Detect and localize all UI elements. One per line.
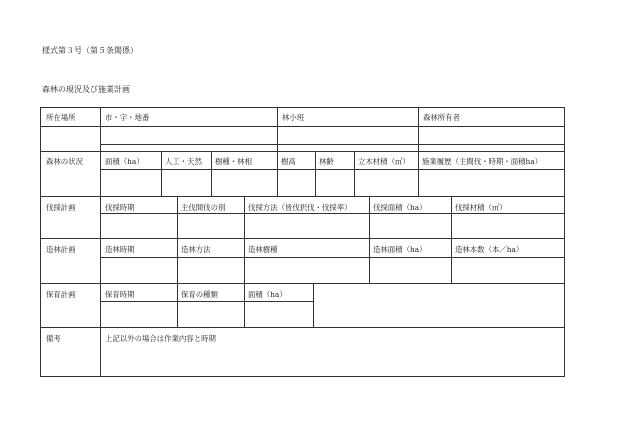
col-header-reforestation-method: 造林方法 bbox=[181, 245, 211, 254]
col-header-felling-method: 伐採方法（皆伐択伐・伐採率） bbox=[248, 203, 352, 212]
col-header-reforestation-species: 造林樹種 bbox=[248, 245, 278, 254]
row-label-forest-status: 森林の状況 bbox=[46, 157, 83, 166]
col-header-address: 市・字・地番 bbox=[105, 113, 150, 122]
col-header-forest-owner: 森林所有者 bbox=[423, 113, 460, 122]
col-header-felling-area: 伐採面積（ha） bbox=[373, 203, 427, 212]
col-header-area: 面積（ha） bbox=[105, 157, 144, 166]
col-header-felling-period: 伐採時期 bbox=[105, 203, 135, 212]
col-header-species: 樹種・林相 bbox=[215, 157, 252, 166]
row-label-felling-plan: 伐採計画 bbox=[46, 203, 76, 212]
col-header-tree-height: 樹高 bbox=[281, 157, 296, 166]
remarks-note: 上記以外の場合は作業内容と時期 bbox=[105, 334, 216, 343]
row-label-location: 所在場所 bbox=[46, 113, 76, 122]
col-header-planting-count: 造林本数（本／ha） bbox=[455, 245, 524, 254]
row-label-tending-plan: 保育計画 bbox=[46, 290, 76, 299]
col-header-tending-area: 面積（ha） bbox=[248, 290, 287, 299]
col-header-forest-age: 林齢 bbox=[319, 157, 334, 166]
forest-plan-form bbox=[40, 107, 565, 377]
col-header-felling-volume: 伐採材積（㎥） bbox=[455, 203, 507, 212]
col-header-reforestation-area: 造林面積（ha） bbox=[373, 245, 427, 254]
document-title: 森林の現況及び施業計画 bbox=[42, 85, 130, 94]
col-header-planted-natural: 人工・天然 bbox=[165, 157, 202, 166]
col-header-timber-volume: 立木材積（㎥） bbox=[358, 157, 410, 166]
col-header-reforestation-period: 造林時期 bbox=[105, 245, 135, 254]
col-header-tending-period: 保育時期 bbox=[105, 290, 135, 299]
col-header-tending-type: 保育の種類 bbox=[181, 290, 218, 299]
col-header-main-thinning: 主伐間伐の別 bbox=[181, 203, 226, 212]
row-label-remarks: 備考 bbox=[46, 334, 61, 343]
form-number: 様式第３号（第５条関係） bbox=[42, 46, 138, 55]
col-header-treatment-history: 施業履歴（主間伐・時期・面積ha） bbox=[422, 157, 543, 166]
col-header-forest-compartment: 林小班 bbox=[282, 113, 305, 122]
row-label-reforestation-plan: 造林計画 bbox=[46, 245, 76, 254]
